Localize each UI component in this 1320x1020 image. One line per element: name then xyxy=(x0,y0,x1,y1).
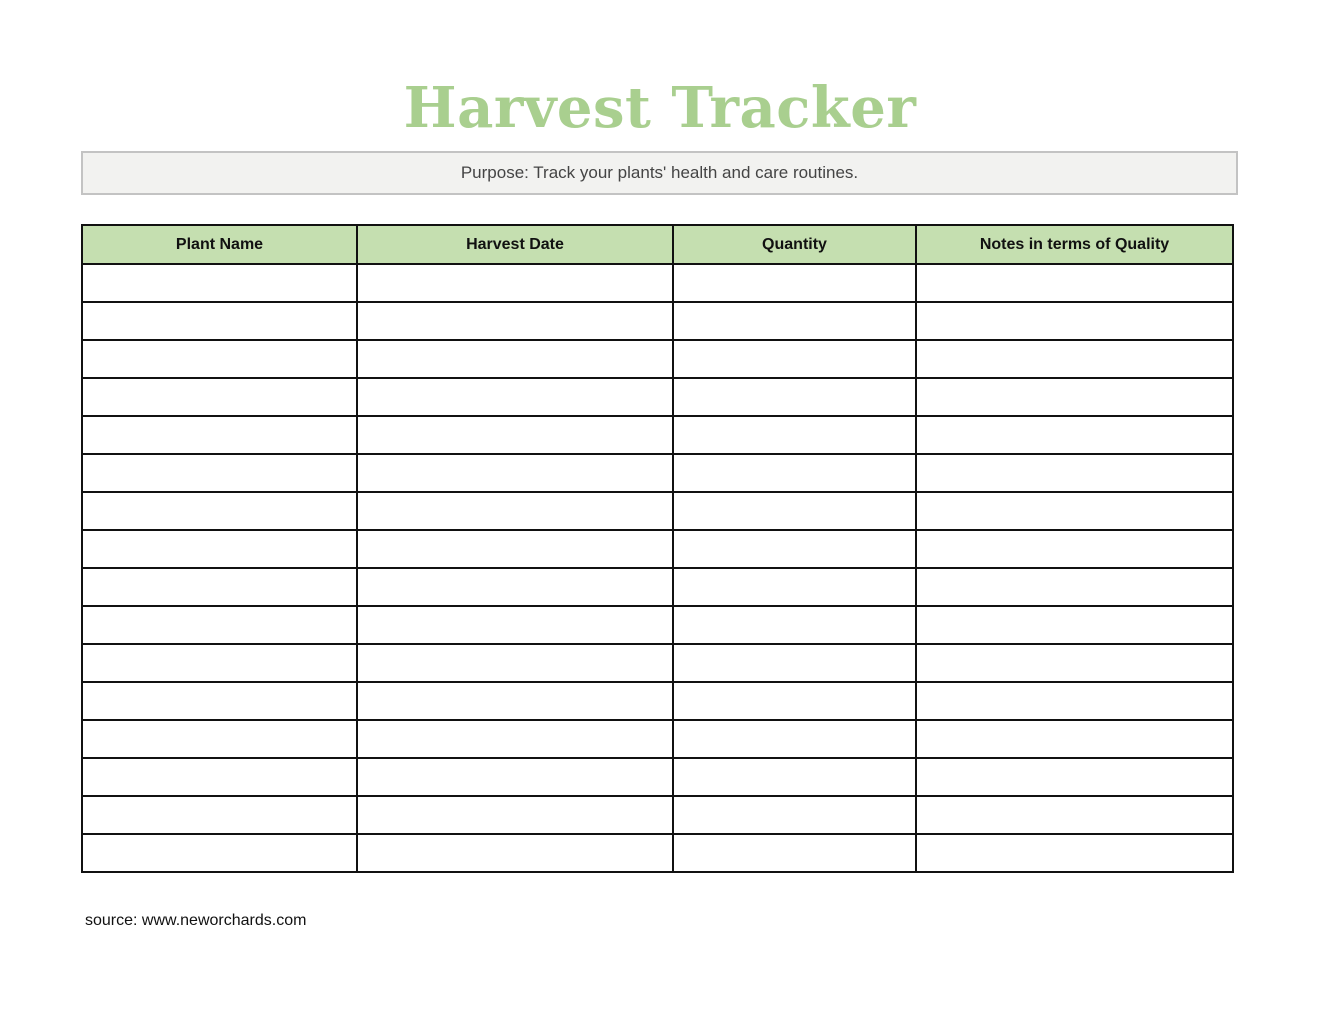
plant-name-cell[interactable] xyxy=(82,834,357,872)
table-row xyxy=(82,796,1233,834)
plant-name-cell[interactable] xyxy=(82,340,357,378)
table-row xyxy=(82,378,1233,416)
harvest-date-cell[interactable] xyxy=(357,758,673,796)
column-header-notes: Notes in terms of Quality xyxy=(916,225,1233,264)
table-row xyxy=(82,530,1233,568)
table-row xyxy=(82,416,1233,454)
plant-name-cell[interactable] xyxy=(82,720,357,758)
column-header-plant-name: Plant Name xyxy=(82,225,357,264)
page-title: Harvest Tracker xyxy=(403,75,917,141)
table-row xyxy=(82,492,1233,530)
plant-name-cell[interactable] xyxy=(82,644,357,682)
quantity-cell[interactable] xyxy=(673,568,916,606)
quantity-cell[interactable] xyxy=(673,454,916,492)
plant-name-cell[interactable] xyxy=(82,606,357,644)
plant-name-cell[interactable] xyxy=(82,454,357,492)
purpose-banner: Purpose: Track your plants' health and care routines. xyxy=(81,151,1238,195)
notes-cell[interactable] xyxy=(916,682,1233,720)
plant-name-cell[interactable] xyxy=(82,796,357,834)
table-row xyxy=(82,568,1233,606)
harvest-date-cell[interactable] xyxy=(357,302,673,340)
harvest-date-cell[interactable] xyxy=(357,568,673,606)
source-note: source: www.neworchards.com xyxy=(85,912,307,929)
quantity-cell[interactable] xyxy=(673,340,916,378)
quantity-cell[interactable] xyxy=(673,492,916,530)
quantity-cell[interactable] xyxy=(673,302,916,340)
harvest-date-cell[interactable] xyxy=(357,340,673,378)
notes-cell[interactable] xyxy=(916,796,1233,834)
plant-name-cell[interactable] xyxy=(82,378,357,416)
harvest-date-cell[interactable] xyxy=(357,492,673,530)
harvest-date-cell[interactable] xyxy=(357,264,673,302)
quantity-cell[interactable] xyxy=(673,682,916,720)
table-row xyxy=(82,340,1233,378)
table-row xyxy=(82,834,1233,872)
notes-cell[interactable] xyxy=(916,416,1233,454)
plant-name-cell[interactable] xyxy=(82,416,357,454)
notes-cell[interactable] xyxy=(916,758,1233,796)
harvest-date-cell[interactable] xyxy=(357,530,673,568)
notes-cell[interactable] xyxy=(916,606,1233,644)
plant-name-cell[interactable] xyxy=(82,758,357,796)
harvest-date-cell[interactable] xyxy=(357,606,673,644)
notes-cell[interactable] xyxy=(916,834,1233,872)
quantity-cell[interactable] xyxy=(673,644,916,682)
quantity-cell[interactable] xyxy=(673,530,916,568)
table-row xyxy=(82,682,1233,720)
plant-name-cell[interactable] xyxy=(82,530,357,568)
table-row xyxy=(82,302,1233,340)
table-row xyxy=(82,720,1233,758)
plant-name-cell[interactable] xyxy=(82,264,357,302)
notes-cell[interactable] xyxy=(916,568,1233,606)
notes-cell[interactable] xyxy=(916,644,1233,682)
quantity-cell[interactable] xyxy=(673,796,916,834)
table-row xyxy=(82,454,1233,492)
table-body xyxy=(82,264,1233,872)
harvest-date-cell[interactable] xyxy=(357,454,673,492)
harvest-date-cell[interactable] xyxy=(357,416,673,454)
harvest-date-cell[interactable] xyxy=(357,378,673,416)
harvest-date-cell[interactable] xyxy=(357,644,673,682)
plant-name-cell[interactable] xyxy=(82,682,357,720)
column-header-harvest-date: Harvest Date xyxy=(357,225,673,264)
quantity-cell[interactable] xyxy=(673,834,916,872)
table-row xyxy=(82,758,1233,796)
table-row xyxy=(82,264,1233,302)
notes-cell[interactable] xyxy=(916,302,1233,340)
quantity-cell[interactable] xyxy=(673,758,916,796)
quantity-cell[interactable] xyxy=(673,606,916,644)
column-header-quantity: Quantity xyxy=(673,225,916,264)
notes-cell[interactable] xyxy=(916,454,1233,492)
harvest-date-cell[interactable] xyxy=(357,720,673,758)
plant-name-cell[interactable] xyxy=(82,492,357,530)
table-row xyxy=(82,644,1233,682)
notes-cell[interactable] xyxy=(916,340,1233,378)
quantity-cell[interactable] xyxy=(673,378,916,416)
quantity-cell[interactable] xyxy=(673,720,916,758)
harvest-date-cell[interactable] xyxy=(357,796,673,834)
notes-cell[interactable] xyxy=(916,378,1233,416)
notes-cell[interactable] xyxy=(916,492,1233,530)
harvest-date-cell[interactable] xyxy=(357,682,673,720)
table-header-row xyxy=(82,225,1233,264)
plant-name-cell[interactable] xyxy=(82,302,357,340)
harvest-table xyxy=(81,224,1234,873)
plant-name-cell[interactable] xyxy=(82,568,357,606)
quantity-cell[interactable] xyxy=(673,416,916,454)
table-row xyxy=(82,606,1233,644)
notes-cell[interactable] xyxy=(916,530,1233,568)
harvest-date-cell[interactable] xyxy=(357,834,673,872)
notes-cell[interactable] xyxy=(916,264,1233,302)
quantity-cell[interactable] xyxy=(673,264,916,302)
notes-cell[interactable] xyxy=(916,720,1233,758)
